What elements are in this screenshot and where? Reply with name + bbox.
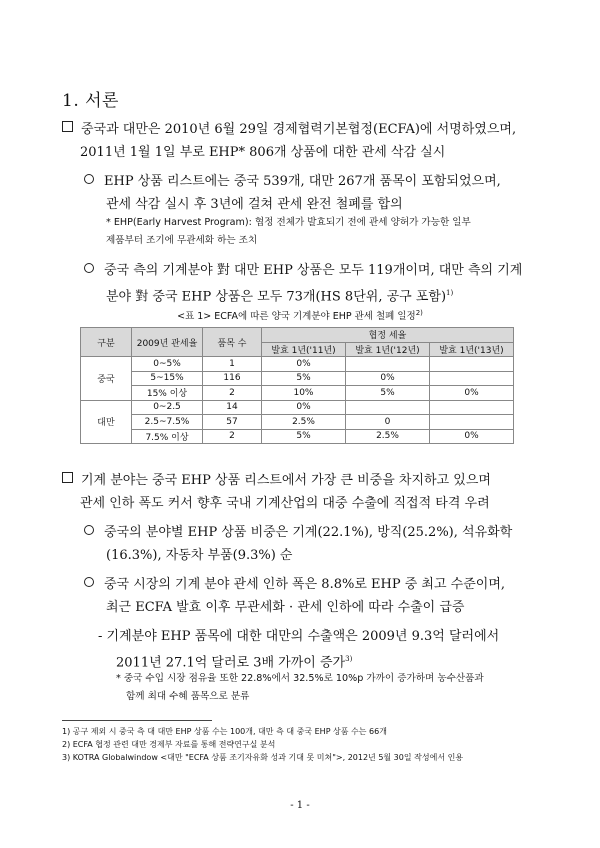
paragraph-1: 중국과 대만은 2010년 6월 29일 경제협력기본협정(ECFA)에 서명하였으며, [62, 118, 516, 141]
footnote-divider [62, 720, 212, 721]
table-cell [430, 400, 514, 415]
table-cell: 15% 이상 [132, 386, 203, 401]
table-cell [430, 415, 514, 430]
bullet-1-1-line-2: 관세 삭감 실시 후 3년에 걸쳐 관세 완전 철폐를 합의 [106, 197, 403, 212]
note-2: * 중국 수입 시장 점유율 또한 22.8%에서 32.5%로 10%p 가까이 증가하며 농수산품과 [116, 673, 484, 684]
footnote-ref: 3) [345, 655, 353, 663]
footnote-ref: 1) [446, 289, 454, 297]
footnote-2: 2) ECFA 협정 관련 대만 경제부 자료를 통해 전략연구실 분석 [62, 740, 276, 749]
table-header-row [81, 328, 514, 343]
table-cell: 5% [262, 429, 346, 444]
header-item-count: 품목 수 [203, 328, 262, 357]
bullet-1-2: 중국 측의 기계분야 對 대만 EHP 상품은 모두 119개이며, 대만 측의 기계 [84, 259, 522, 282]
header-year-12: 발효 1년('12년) [346, 342, 430, 357]
bullet-2-1-line-2: (16.3%), 자동차 부품(9.3%) 순 [106, 548, 293, 563]
table-cell: 0% [430, 429, 514, 444]
table-cell [430, 371, 514, 386]
table-cell: 2 [203, 429, 262, 444]
page-number: - 1 - [290, 800, 310, 811]
bullet-1-1: EHP 상품 리스트에는 중국 539개, 대만 267개 품목이 포함되었으며, [84, 170, 501, 193]
table-cell: 1 [203, 357, 262, 372]
table-row [81, 415, 514, 430]
circle-bullet-icon [84, 174, 94, 184]
tariff-table [80, 327, 514, 444]
paragraph-1-line-2: 2011년 1월 1일 부로 EHP* 806개 상품에 대한 관세 삭감 실시 [80, 145, 446, 160]
table-cell: 5% [262, 371, 346, 386]
table-cell: 2.5% [346, 429, 430, 444]
dash-item: - 기계분야 EHP 품목에 대한 대만의 수출액은 2009년 9.3억 달러에서 [98, 629, 500, 644]
circle-bullet-icon [84, 577, 94, 587]
table-caption: <표 1> ECFA에 따른 양국 기계분야 EHP 관세 철폐 일정$^{2)}$ [177, 308, 423, 322]
group-label: 중국 [81, 357, 132, 401]
footnote-3: 3) KOTRA Globalwindow <대만 "ECFA 상품 조기자유화 성과 기대 못 미쳐">, 2012년 5월 30일 작성에서 인용 [62, 753, 464, 762]
table-cell [346, 400, 430, 415]
table-cell: 0% [430, 386, 514, 401]
table-cell: 116 [203, 371, 262, 386]
circle-bullet-icon [84, 263, 94, 273]
note-2-line-2: 함께 최대 수혜 품목으로 분류 [126, 691, 250, 702]
table-row [81, 400, 514, 415]
table-row [81, 357, 514, 372]
table-cell: 0~2.5 [132, 400, 203, 415]
table-cell: 14 [203, 400, 262, 415]
table-cell: 0% [346, 371, 430, 386]
dash-item-line-2: 2011년 27.1억 달러로 3배 가까이 증가$^{3)}$ [116, 655, 353, 671]
table-cell: 2.5~7.5% [132, 415, 203, 430]
header-category: 구분 [81, 328, 132, 357]
square-bullet-icon [62, 121, 73, 132]
header-agreement-rate: 협정 세율 [262, 328, 514, 343]
footnote-1: 1) 공구 제외 시 중국 측 대 대만 EHP 상품 수는 100개, 대만 측 대 중국 EHP 상품 수는 66개 [62, 727, 387, 736]
bullet-2-2: 중국 시장의 기계 분야 관세 인하 폭은 8.8%로 EHP 중 최고 수준이며, [84, 573, 505, 596]
header-year-13: 발효 1년('13년) [430, 342, 514, 357]
table-cell [346, 357, 430, 372]
table-cell: 0% [262, 400, 346, 415]
paragraph-2: 기계 분야는 중국 EHP 상품 리스트에서 가장 큰 비중을 차지하고 있으며 [62, 469, 491, 492]
table-cell: 7.5% 이상 [132, 429, 203, 444]
table-row [81, 429, 514, 444]
bullet-2-1: 중국의 분야별 EHP 상품 비중은 기계(22.1%), 방직(25.2%), 석유화학 [84, 521, 512, 544]
table-cell: 2.5% [262, 415, 346, 430]
note-1: * EHP(Early Harvest Program): 협정 전체가 발효되기 전에 관세 양허가 가능한 일부 [106, 217, 471, 228]
table-cell: 0~5% [132, 357, 203, 372]
header-year-11: 발효 1년('11년) [262, 342, 346, 357]
square-bullet-icon [62, 472, 73, 483]
header-2009-rate: 2009년 관세율 [132, 328, 203, 357]
table-cell: 0% [262, 357, 346, 372]
table-cell [430, 357, 514, 372]
table-cell: 10% [262, 386, 346, 401]
paragraph-2-line-2: 관세 인하 폭도 커서 향후 국내 기계산업의 대중 수출에 직접적 타격 우려 [80, 496, 490, 511]
table-row [81, 386, 514, 401]
group-label: 대만 [81, 400, 132, 444]
note-1-line-2: 제품부터 조기에 무관세화 하는 조치 [106, 235, 258, 246]
table-cell: 5% [346, 386, 430, 401]
table-cell: 5~15% [132, 371, 203, 386]
circle-bullet-icon [84, 525, 94, 535]
bullet-1-2-line-2: 분야 對 중국 EHP 상품은 모두 73개(HS 8단위, 공구 포함)$^{1)}$ [106, 289, 454, 305]
table-cell: 2 [203, 386, 262, 401]
table-cell: 0 [346, 415, 430, 430]
bullet-2-2-line-2: 최근 ECFA 발효 이후 무관세화 · 관세 인하에 따라 수출이 급증 [106, 600, 465, 615]
section-heading: 1. 서론 [62, 91, 119, 111]
table-row [81, 371, 514, 386]
table-cell: 57 [203, 415, 262, 430]
